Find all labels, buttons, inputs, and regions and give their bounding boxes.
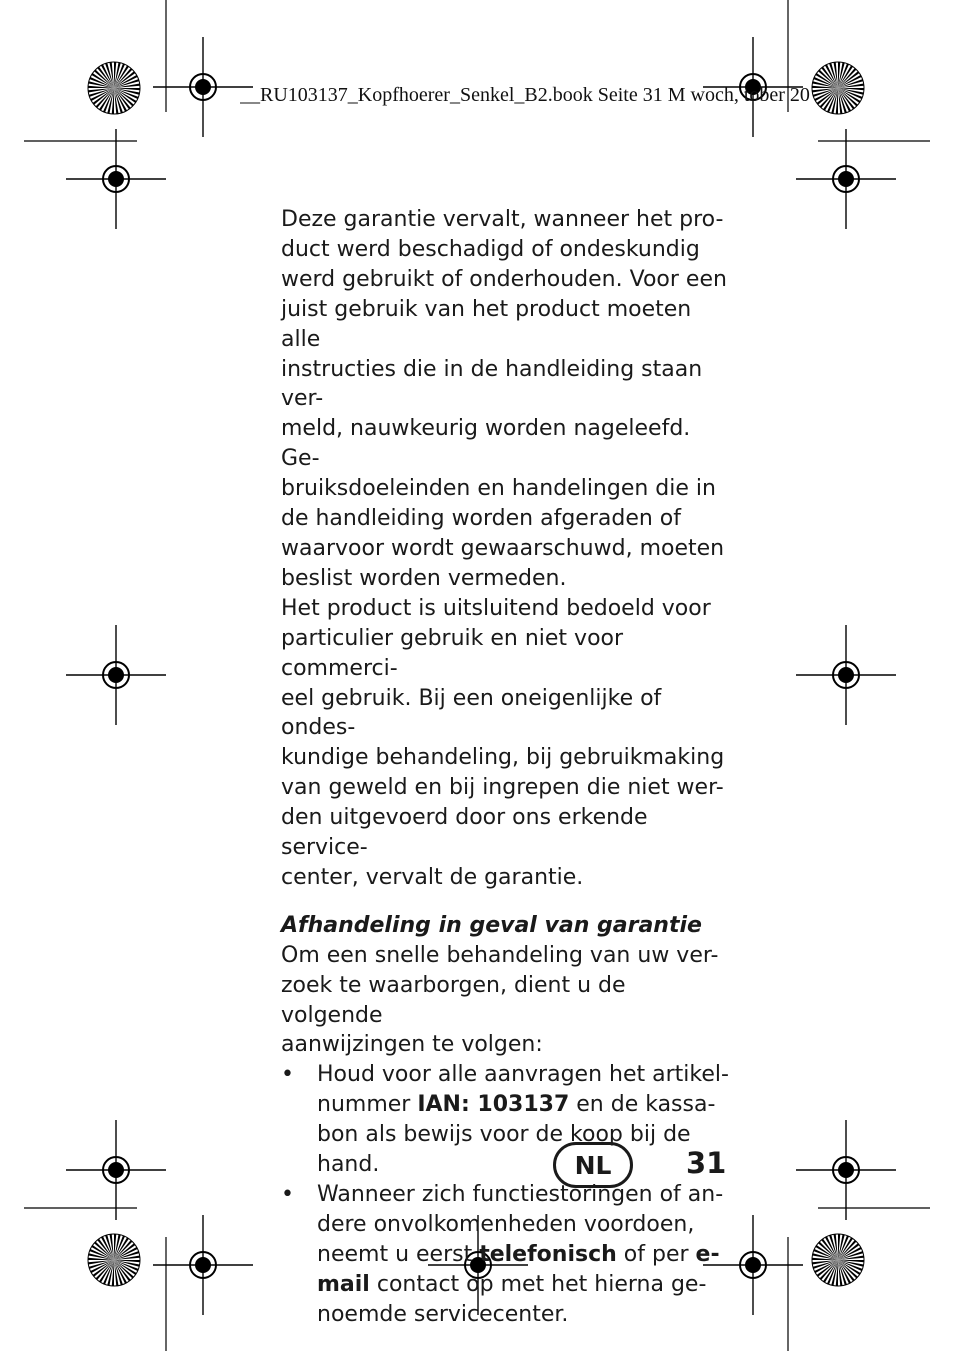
paragraph-private-use: Het product is uitsluitend bedoeld voor particulier gebruik en niet voor commerci- eel gebruik. Bij een oneigenlijke of ondes- kundige behandeling, bij gebruikmaking van geweld en bij ingrepen die niet wer- den uitgevoerd door ons erkende service- center, vervalt de garantie. [281, 595, 725, 890]
registration-mark [153, 37, 253, 137]
star-target-icon [88, 62, 140, 114]
paragraph-intro: Om een snelle behandeling van uw ver- zoek te waarborgen, dient u de volgende aanwijzingen te volgen: [281, 942, 719, 1058]
bullet-icon: • [281, 1182, 294, 1207]
registration-mark [796, 129, 896, 229]
ian-number: IAN: 103137 [417, 1092, 570, 1118]
print-header: __RU103137_Kopfhoerer_Senkel_B2.book Seite 31 M woch, tober 20 [240, 84, 810, 106]
bullet-icon: • [281, 1062, 294, 1088]
instruction-list [281, 1060, 731, 1329]
registration-mark [66, 129, 166, 229]
registration-mark [796, 1120, 896, 1220]
page-number: 31 [686, 1146, 727, 1180]
star-target-icon [88, 1234, 140, 1286]
registration-mark [66, 1120, 166, 1220]
star-target-icon [812, 1234, 864, 1286]
page-content [281, 205, 731, 1330]
paragraph-warranty-void: Deze garantie vervalt, wanneer het pro- duct werd beschadigd of ondeskundig werd gebruikt of onderhouden. Voor een juist gebruik van het product moeten alle instructies die in de handleiding staan ver- meld, nauwkeurig worden nageleefd. Ge- bruiksdoeleinden en handelingen die in de handleiding worden afgeraden of waarvoor wordt gewaarschuwd, moeten beslist worden vermeden. [281, 207, 727, 591]
registration-mark [66, 625, 166, 725]
registration-mark [796, 625, 896, 725]
registration-mark [153, 1215, 253, 1315]
section-heading: Afhandeling in geval van garantie [281, 912, 702, 938]
list-item: • Houd voor alle aanvragen het artikel- nummer IAN: 103137 en de kassa- bon als bewijs voor de koop bij de hand. [281, 1062, 729, 1178]
language-badge: NL [553, 1142, 633, 1188]
list-item: • Wanneer zich functiestoringen of an- dere onvolkomenheden voordoen, neemt u eerst telefonisch of per e- mail contact op met het hierna ge- noemde servicecenter. [281, 1182, 724, 1327]
